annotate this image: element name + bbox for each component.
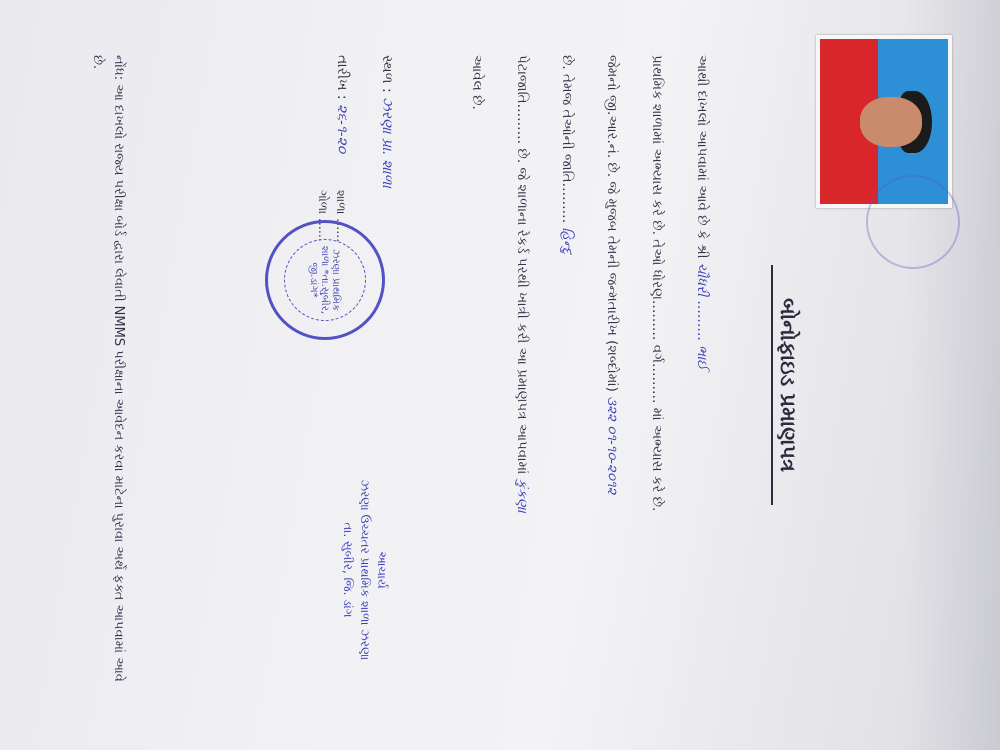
footnote: નોંધ: આ દાખલો રાજ્ય પરીક્ષા બોર્ડ દ્વારા લેવાતી NMMS પરીક્ષાના આવેદન કરવા માટેના પુરાવા અર્થે ફક્ત આપવામાં આવે છે. bbox=[90, 55, 126, 682]
body-line-6: આવેલ છે. bbox=[469, 55, 485, 110]
photo-face bbox=[860, 97, 922, 147]
place-value: ઝરણા પ્રા. શાળા bbox=[379, 97, 395, 188]
body-line-3 bbox=[604, 55, 620, 695]
body-line-5 bbox=[514, 55, 530, 695]
photo-stamp bbox=[866, 175, 960, 269]
handwritten-dob: ૦૧-૧૦-૨૦૧૨ bbox=[604, 425, 620, 495]
school-seal bbox=[265, 220, 385, 340]
date-label: તારીખ : bbox=[334, 55, 350, 100]
principal-signature bbox=[340, 455, 390, 685]
handwritten-gr-no: ૩૨૨ bbox=[604, 396, 620, 421]
date-field bbox=[334, 55, 350, 153]
certificate-title: બોનોફાઇડ પ્રમાણપત્ર bbox=[771, 265, 800, 505]
seal-inner-ring bbox=[284, 239, 366, 321]
signature-line-2: ઝરણા ઉચ્ચતર પ્રાથમિક શાળા ઝરણા bbox=[358, 479, 373, 661]
body-line-2: પ્રાથમિક શાળામાં અભ્યાસ કરે છે. તેઓ ધોરણ……… વર્ગ……… માં અભ્યાસ કરે છે. bbox=[649, 55, 665, 512]
signature-line-3: તા. સુબીર, જિ. ડાંગ bbox=[341, 522, 356, 618]
handwritten-subcaste: કુંકણા bbox=[514, 478, 530, 513]
body-line-3-text: જેમનો જી.આર.નં. છે. જે મુજબ તેમની જન્મતારીખ (શબ્દોમાં) bbox=[604, 55, 620, 392]
signature-line-1: આચાર્ય bbox=[375, 551, 389, 589]
place-field bbox=[379, 55, 395, 188]
handwritten-name: ચૌધરી ……… ભાઈ bbox=[694, 262, 710, 370]
office-line-1: શાળા …… bbox=[334, 190, 348, 243]
body-line-5-text: પેટાજાતિ……… છે. જે શાળાના રેકર્ડ પરથી ખાત્રી કરી આ પ્રમાણપત્ર આપવામાં bbox=[514, 55, 530, 475]
body-line-4-text: છે. તેમજ તેઓની જાતિ……… bbox=[559, 55, 575, 224]
seal-text: ઝરણા પ્રાથમિક શાળા *તા.સુબીર, જી.ડાંગ* bbox=[308, 245, 342, 315]
certificate-page bbox=[50, 15, 950, 735]
place-label: સ્થળ : bbox=[379, 55, 395, 93]
body-line-1-text: આથી દાખલો આપવામાં આવે છે કે શ્રી bbox=[694, 55, 710, 259]
body-line-4 bbox=[559, 55, 575, 695]
office-line-2: ગોળા …… bbox=[316, 190, 330, 242]
handwritten-caste: હિન્દુ bbox=[559, 227, 575, 255]
body-line-1 bbox=[694, 55, 710, 695]
date-value: ૨૬-૧-૨૦ bbox=[334, 104, 350, 154]
